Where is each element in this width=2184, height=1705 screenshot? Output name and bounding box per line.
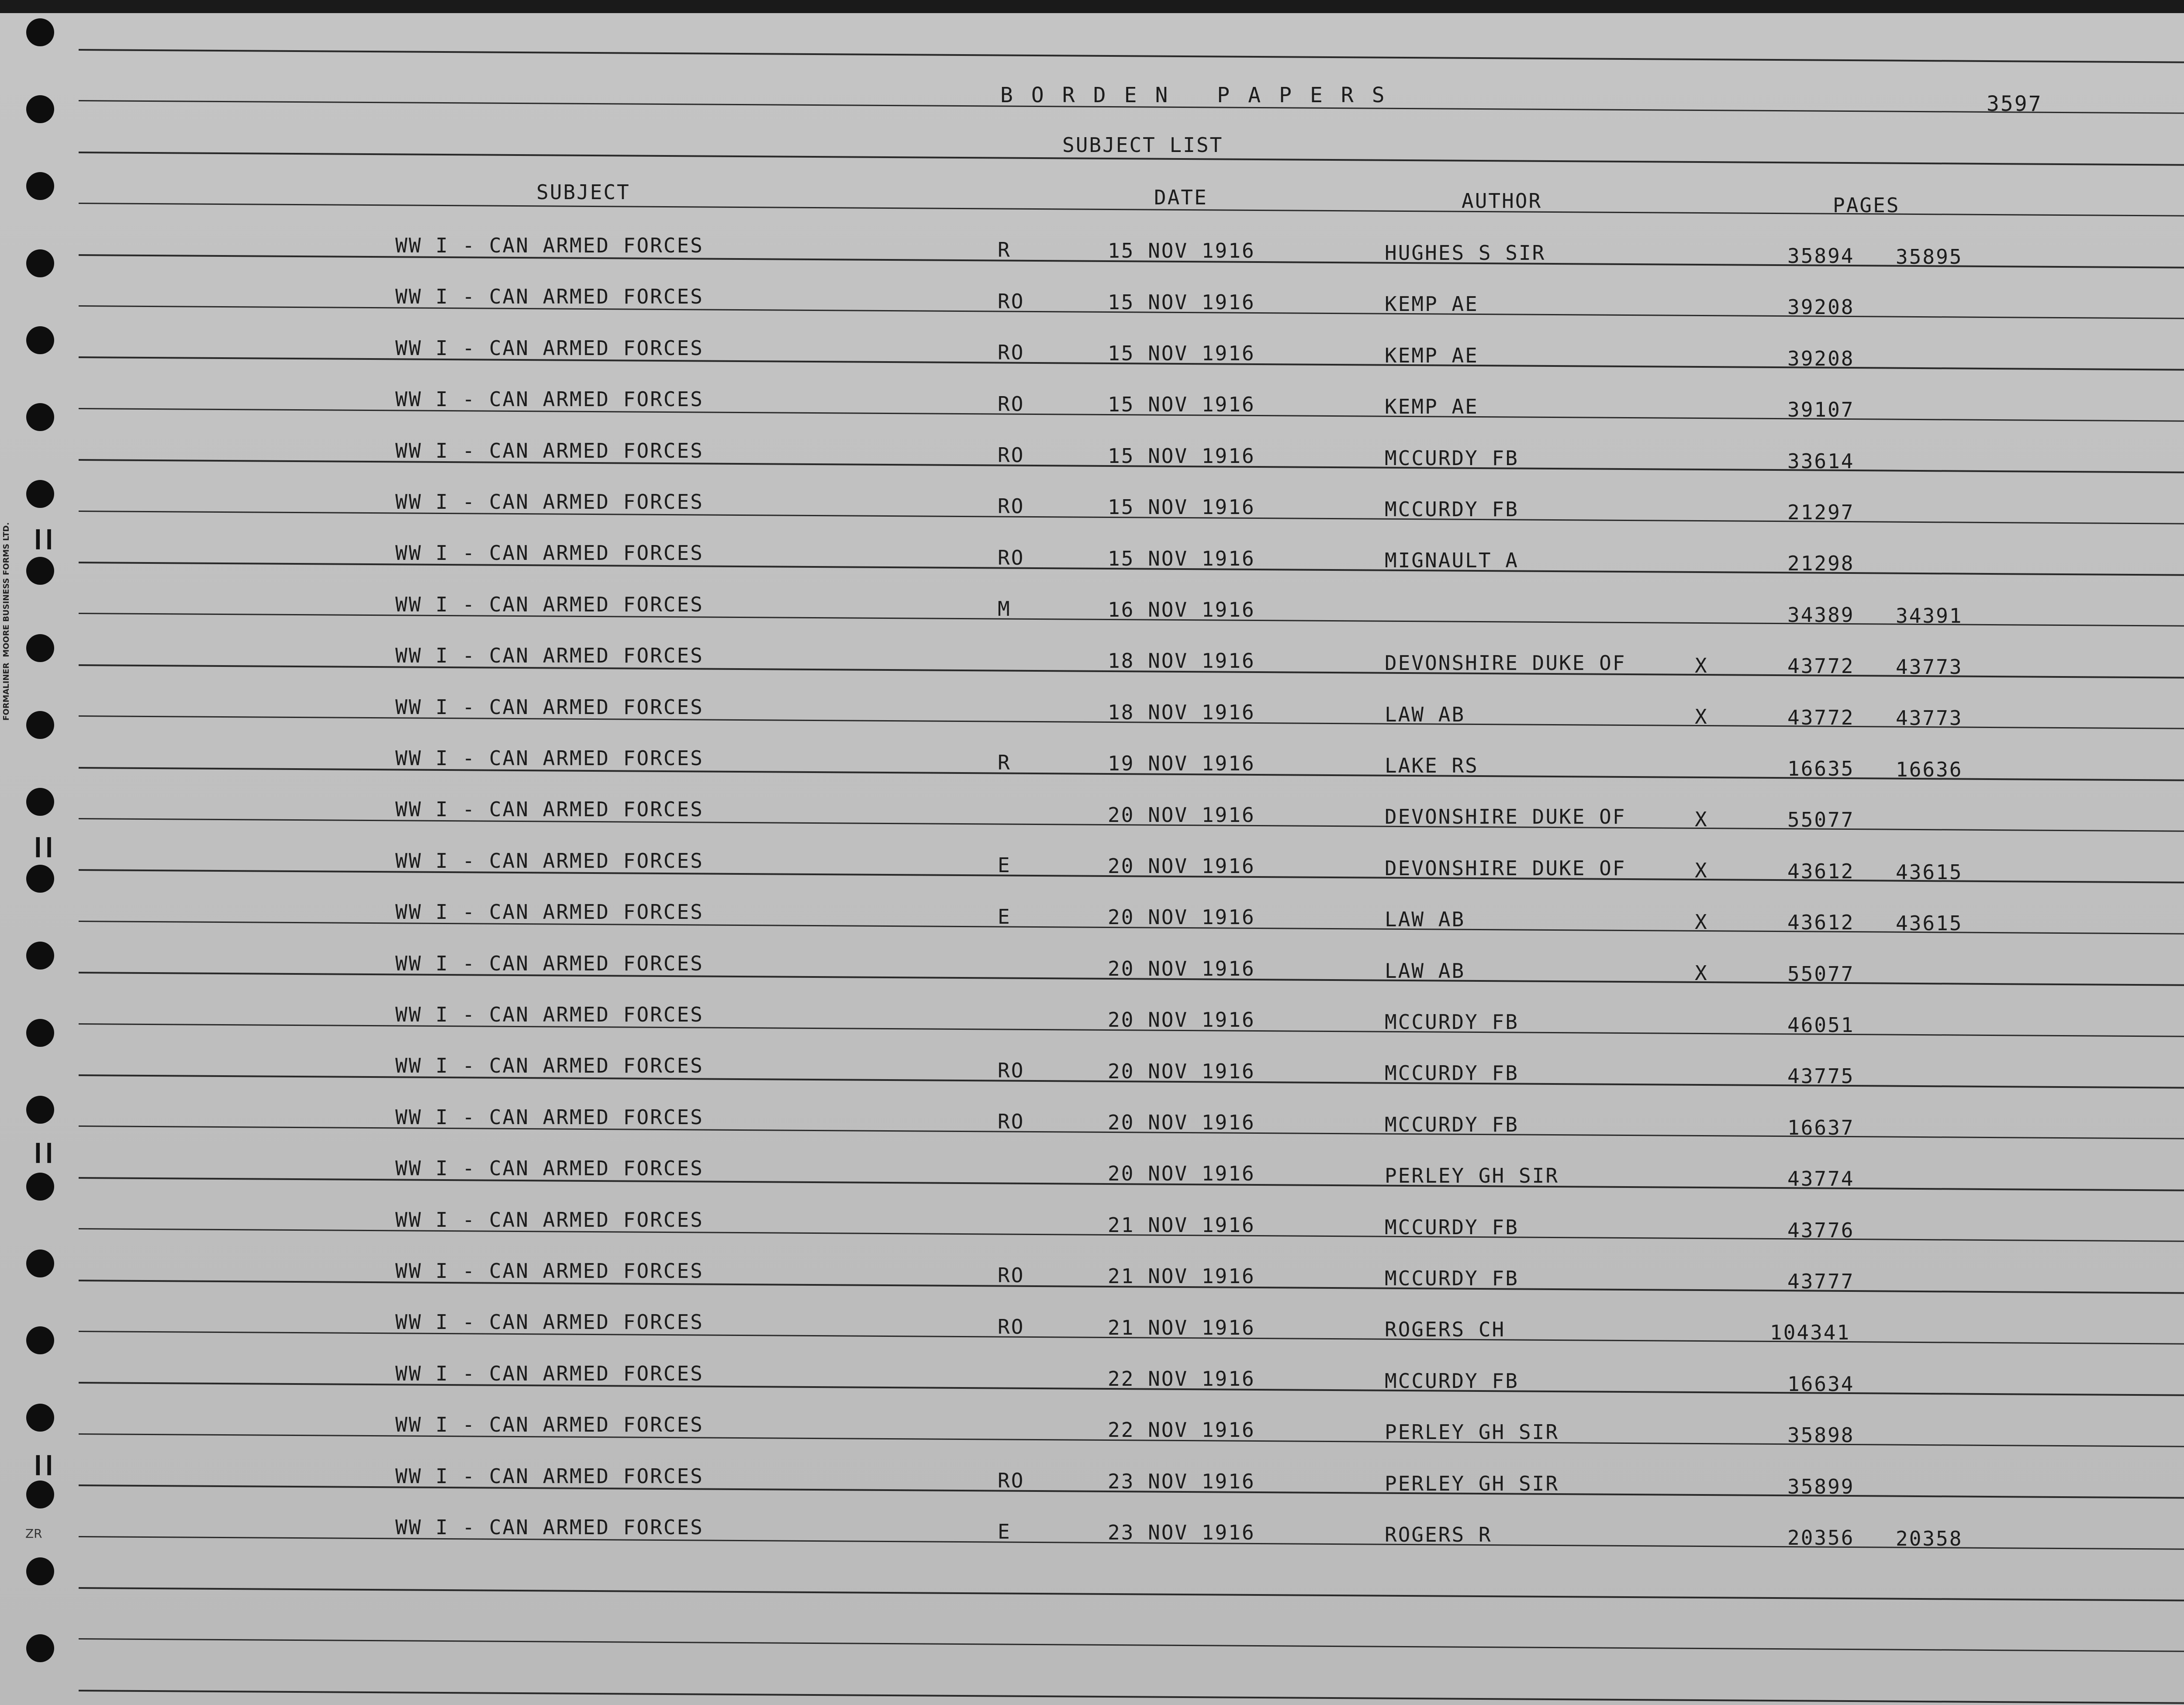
cell-date: 20 NOV 1916 (1108, 1111, 1255, 1135)
cell-author: PERLEY GH SIR (1385, 1420, 1559, 1444)
cell-page-start: 21297 (1787, 500, 1855, 524)
cell-x-flag: X (1695, 961, 1708, 985)
left-feed-hole (26, 1326, 54, 1354)
cell-date: 23 NOV 1916 (1108, 1469, 1255, 1493)
cell-date: 20 NOV 1916 (1108, 956, 1255, 980)
cell-subject: WW I - CAN ARMED FORCES (395, 234, 704, 257)
cell-code: E (998, 853, 1011, 877)
left-feed-hole (26, 942, 54, 970)
ruled-line (79, 1587, 2184, 1601)
left-feed-hole (26, 172, 54, 200)
cell-page-start: 35899 (1787, 1474, 1855, 1498)
left-feed-hole (26, 1096, 54, 1124)
cell-date: 21 NOV 1916 (1108, 1213, 1255, 1237)
cell-x-flag: X (1695, 859, 1708, 883)
cell-author: LAKE RS (1385, 753, 1479, 777)
cell-code: RO (998, 341, 1025, 365)
cell-page-end: 20358 (1896, 1526, 1963, 1550)
cell-date: 20 NOV 1916 (1108, 1059, 1255, 1083)
cell-author: DEVONSHIRE DUKE OF (1385, 856, 1626, 880)
cell-code: RO (998, 545, 1025, 569)
cell-author: MIGNAULT A (1385, 549, 1519, 573)
cell-author: ROGERS R (1385, 1522, 1492, 1546)
cell-x-flag: X (1695, 704, 1708, 728)
cell-page-start: 43612 (1787, 911, 1855, 935)
cell-author: LAW AB (1385, 908, 1465, 932)
cell-author: HUGHES S SIR (1385, 241, 1546, 265)
cell-code: RO (998, 1058, 1025, 1082)
cell-date: 15 NOV 1916 (1108, 546, 1255, 570)
cell-code: RO (998, 392, 1025, 416)
cell-subject: WW I - CAN ARMED FORCES (395, 1054, 704, 1078)
cell-code: R (998, 238, 1011, 262)
cell-date: 15 NOV 1916 (1108, 342, 1255, 366)
cell-author: MCCURDY FB (1385, 446, 1519, 470)
cell-subject: WW I - CAN ARMED FORCES (395, 746, 704, 770)
cell-code: RO (998, 443, 1025, 467)
cell-author: KEMP AE (1385, 343, 1479, 367)
cell-code: R (998, 751, 1011, 775)
left-feed-hole (26, 865, 54, 893)
cell-code: RO (998, 1110, 1025, 1134)
cell-subject: WW I - CAN ARMED FORCES (395, 1003, 704, 1026)
margin-tick-mark: ❙❙ (31, 1138, 53, 1166)
cell-code: RO (998, 1315, 1025, 1339)
margin-tick-mark: ❙❙ (31, 524, 53, 552)
ruled-line (79, 49, 2184, 63)
cell-subject: WW I - CAN ARMED FORCES (395, 1156, 704, 1180)
cell-page-start: 39107 (1787, 398, 1855, 422)
left-feed-hole (26, 249, 54, 277)
ruled-line (79, 1690, 2184, 1704)
cell-date: 20 NOV 1916 (1108, 854, 1255, 878)
left-feed-hole (26, 1404, 54, 1432)
cell-date: 15 NOV 1916 (1108, 495, 1255, 519)
cell-page-start: 16637 (1787, 1115, 1855, 1139)
cell-page-end: 43773 (1896, 706, 1963, 730)
column-header-pages: PAGES (1833, 193, 1900, 217)
cell-page-start: 46051 (1787, 1013, 1855, 1037)
column-header-author: AUTHOR (1462, 189, 1542, 213)
cell-page-end: 35895 (1896, 245, 1963, 269)
cell-author: KEMP AE (1385, 292, 1479, 316)
cell-subject: WW I - CAN ARMED FORCES (395, 1310, 704, 1334)
cell-author: MCCURDY FB (1385, 1010, 1519, 1034)
left-feed-hole (26, 1173, 54, 1201)
cell-date: 18 NOV 1916 (1108, 700, 1255, 724)
cell-page-start: 43775 (1787, 1064, 1855, 1088)
cell-page-start: 39208 (1787, 346, 1855, 370)
cell-code: RO (998, 494, 1025, 518)
cell-subject: WW I - CAN ARMED FORCES (395, 951, 704, 975)
column-header-date: DATE (1154, 186, 1208, 209)
cell-page-start: 43772 (1787, 705, 1855, 729)
cell-page-start: 20356 (1787, 1526, 1855, 1550)
left-feed-hole (26, 95, 54, 123)
cell-subject: WW I - CAN ARMED FORCES (395, 1105, 704, 1129)
cell-page-start: 43774 (1787, 1167, 1855, 1191)
cell-page-start: 43772 (1787, 654, 1855, 678)
cell-author: LAW AB (1385, 702, 1465, 726)
cell-code: RO (998, 1468, 1025, 1492)
cell-author: MCCURDY FB (1385, 1266, 1519, 1290)
cell-subject: WW I - CAN ARMED FORCES (395, 490, 704, 514)
cell-subject: WW I - CAN ARMED FORCES (395, 592, 704, 616)
cell-subject: WW I - CAN ARMED FORCES (395, 285, 704, 309)
cell-subject: WW I - CAN ARMED FORCES (395, 1259, 704, 1283)
page-number: 3597 (1987, 92, 2042, 116)
cell-page-start: 104341 (1770, 1321, 1851, 1345)
left-feed-hole (26, 1481, 54, 1508)
cell-date: 20 NOV 1916 (1108, 1162, 1255, 1186)
cell-author: LAW AB (1385, 959, 1465, 983)
cell-subject: WW I - CAN ARMED FORCES (395, 1361, 704, 1385)
left-feed-hole (26, 1634, 54, 1662)
cell-date: 19 NOV 1916 (1108, 752, 1255, 776)
left-feed-hole (26, 18, 54, 46)
cell-subject: WW I - CAN ARMED FORCES (395, 849, 704, 873)
cell-subject: WW I - CAN ARMED FORCES (395, 695, 704, 719)
cell-subject: WW I - CAN ARMED FORCES (395, 541, 704, 565)
cell-date: 21 NOV 1916 (1108, 1264, 1255, 1288)
cell-subject: WW I - CAN ARMED FORCES (395, 387, 704, 411)
cell-subject: WW I - CAN ARMED FORCES (395, 1208, 704, 1232)
cell-subject: WW I - CAN ARMED FORCES (395, 438, 704, 462)
printer-credit: FORMALINER MOORE BUSINESS FORMS LTD. (2, 522, 11, 721)
left-feed-hole (26, 788, 54, 816)
cell-subject: WW I - CAN ARMED FORCES (395, 900, 704, 924)
cell-author: ROGERS CH (1385, 1318, 1506, 1342)
cell-code: E (998, 904, 1011, 928)
cell-page-start: 55077 (1787, 808, 1855, 832)
cell-page-end: 16636 (1896, 757, 1963, 781)
cell-x-flag: X (1695, 807, 1708, 831)
cell-date: 16 NOV 1916 (1108, 598, 1255, 622)
cell-date: 20 NOV 1916 (1108, 803, 1255, 827)
cell-code: RO (998, 289, 1025, 313)
cell-date: 20 NOV 1916 (1108, 1008, 1255, 1032)
cell-code: RO (998, 1263, 1025, 1287)
cell-page-end: 34391 (1896, 604, 1963, 628)
cell-code: M (998, 597, 1011, 621)
left-feed-hole (26, 403, 54, 431)
left-feed-hole (26, 1019, 54, 1047)
cell-date: 15 NOV 1916 (1108, 444, 1255, 468)
ruled-line (79, 1638, 2184, 1652)
cell-date: 15 NOV 1916 (1108, 239, 1255, 263)
left-feed-hole (26, 711, 54, 739)
cell-page-start: 33614 (1787, 449, 1855, 473)
cell-subject: WW I - CAN ARMED FORCES (395, 797, 704, 821)
margin-tick-mark: ❙❙ (31, 832, 53, 860)
list-title: SUBJECT LIST (1062, 133, 1223, 157)
left-feed-hole (26, 480, 54, 508)
cell-author: DEVONSHIRE DUKE OF (1385, 805, 1626, 829)
cell-subject: WW I - CAN ARMED FORCES (395, 1413, 704, 1437)
cell-date: 23 NOV 1916 (1108, 1521, 1255, 1545)
cell-subject: WW I - CAN ARMED FORCES (395, 1464, 704, 1488)
left-feed-hole (26, 326, 54, 354)
cell-page-start: 16634 (1787, 1372, 1855, 1396)
cell-author: MCCURDY FB (1385, 497, 1519, 521)
cell-page-start: 43612 (1787, 859, 1855, 883)
cell-subject: WW I - CAN ARMED FORCES (395, 644, 704, 668)
cell-page-start: 43777 (1787, 1269, 1855, 1293)
cell-author: MCCURDY FB (1385, 1215, 1519, 1239)
cell-subject: WW I - CAN ARMED FORCES (395, 1515, 704, 1539)
cell-page-start: 34389 (1787, 603, 1855, 627)
cell-date: 22 NOV 1916 (1108, 1418, 1255, 1442)
cell-code: E (998, 1520, 1011, 1544)
cell-page-start: 21298 (1787, 552, 1855, 576)
left-feed-hole (26, 557, 54, 585)
cell-author: DEVONSHIRE DUKE OF (1385, 651, 1626, 675)
left-feed-hole (26, 1249, 54, 1277)
cell-author: MCCURDY FB (1385, 1061, 1519, 1085)
cell-author: KEMP AE (1385, 395, 1479, 419)
cell-date: 22 NOV 1916 (1108, 1367, 1255, 1391)
cell-author: MCCURDY FB (1385, 1112, 1519, 1136)
cell-page-start: 16635 (1787, 756, 1855, 780)
cell-subject: WW I - CAN ARMED FORCES (395, 336, 704, 360)
cell-page-end: 43615 (1896, 860, 1963, 884)
margin-tick-mark: ❙❙ (31, 1450, 53, 1478)
cell-date: 15 NOV 1916 (1108, 393, 1255, 417)
cell-page-end: 43773 (1896, 655, 1963, 679)
cell-page-start: 35898 (1787, 1423, 1855, 1447)
cell-page-start: 35894 (1787, 244, 1855, 268)
cell-date: 21 NOV 1916 (1108, 1315, 1255, 1339)
cell-author: MCCURDY FB (1385, 1369, 1519, 1393)
cell-author: PERLEY GH SIR (1385, 1164, 1559, 1188)
document-title: BORDEN PAPERS (1000, 83, 1403, 107)
cell-x-flag: X (1695, 910, 1708, 934)
cell-x-flag: X (1695, 653, 1708, 677)
cell-author: PERLEY GH SIR (1385, 1471, 1559, 1495)
cell-page-end: 43615 (1896, 911, 1963, 935)
cell-page-start: 39208 (1787, 295, 1855, 319)
column-header-subject: SUBJECT (536, 180, 630, 204)
margin-code: ZR (25, 1526, 42, 1541)
cell-date: 18 NOV 1916 (1108, 649, 1255, 673)
left-feed-hole (26, 1557, 54, 1585)
cell-page-start: 55077 (1787, 962, 1855, 986)
cell-page-start: 43776 (1787, 1218, 1855, 1242)
cell-date: 15 NOV 1916 (1108, 290, 1255, 314)
cell-date: 20 NOV 1916 (1108, 905, 1255, 929)
paper-top-edge (0, 0, 2184, 13)
left-feed-hole (26, 634, 54, 662)
